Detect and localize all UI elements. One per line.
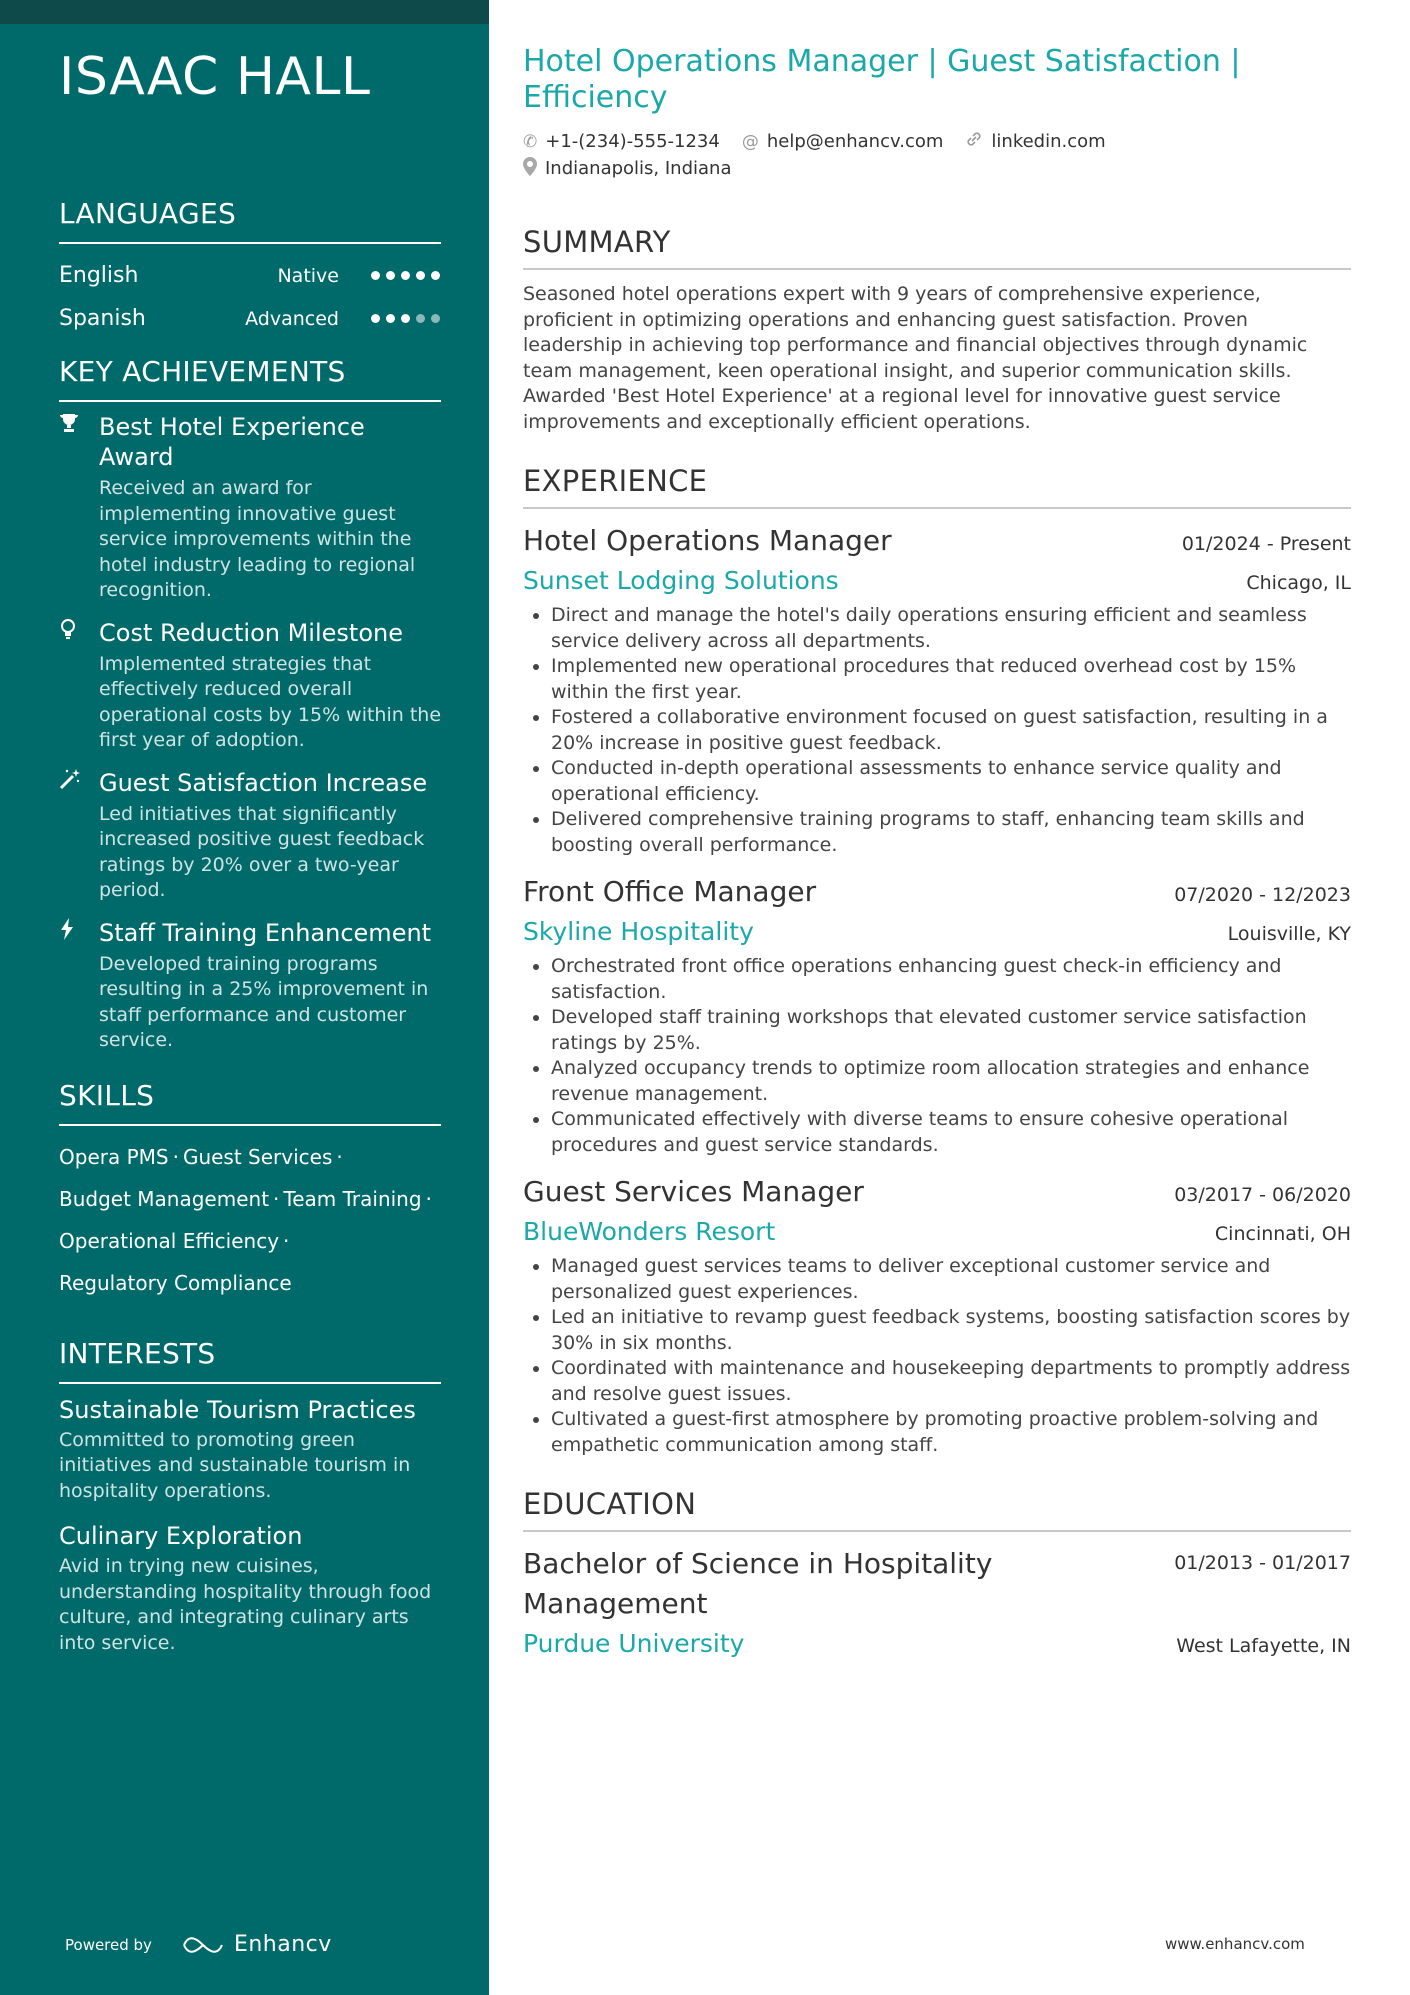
achievement-description: Developed training programs resulting in a 25% improvement in staff performance and customer service.	[99, 952, 429, 1051]
experience-item	[523, 521, 1351, 858]
bullet-item: • Fostered a collaborative environment focused on guest satisfaction, resulting in a 20% increase in positive guest feedback.	[551, 705, 1351, 756]
bullet-item: • Analyzed occupancy trends to optimize room allocation strategies and enhance revenue management.	[551, 1056, 1351, 1107]
link-icon	[965, 130, 983, 153]
sidebar-top-bar	[0, 0, 489, 24]
skill-item: Opera PMS	[59, 1144, 169, 1169]
achievement-title: Guest Satisfaction Increase	[99, 768, 428, 797]
interest-item	[59, 1520, 441, 1656]
bullet-item: • Communicated effectively with diverse teams to ensure cohesive operational procedures and guest service standards.	[551, 1107, 1351, 1158]
bullet-item: • Direct and manage the hotel's daily operations ensuring efficient and seamless service delivery across all departments.	[551, 603, 1351, 654]
phone-number: +1-(234)-555-1234	[545, 131, 720, 152]
education-item	[523, 1544, 1351, 1662]
bullet-item: • Cultivated a guest-first atmosphere by promoting proactive problem-solving and empathetic communication among staff.	[551, 1407, 1351, 1458]
skill-item: Budget Management	[59, 1186, 270, 1211]
language-level: Advanced	[245, 307, 339, 330]
job-bullets	[523, 1254, 1351, 1458]
skill-item: Operational Efficiency	[59, 1228, 280, 1253]
language-name: Spanish	[59, 306, 146, 331]
job-dates: 01/2024 - Present	[1181, 533, 1351, 555]
powered-by	[65, 1932, 332, 1957]
interest-item	[59, 1394, 441, 1505]
achievement-description: Received an award for implementing innovative guest service improvements within the hotel industry leading to regional recognition.	[99, 477, 416, 601]
lightbulb-icon	[59, 618, 99, 754]
job-dates: 07/2020 - 12/2023	[1174, 884, 1351, 906]
skills-list: Opera PMS · Guest Services · Budget Management · Team Training · Operational Efficiency · Regulatory Compliance	[59, 1144, 432, 1295]
interests-heading: INTERESTS	[59, 1336, 441, 1384]
sidebar	[0, 0, 489, 1995]
experience-item	[523, 872, 1351, 1158]
bullet-item: • Coordinated with maintenance and housekeeping departments to promptly address and resolve guest issues.	[551, 1356, 1351, 1407]
experience-heading: EXPERIENCE	[523, 463, 1351, 509]
summary-heading: SUMMARY	[523, 224, 1351, 270]
language-rating	[371, 314, 441, 323]
bullet-item: • Implemented new operational procedures that reduced overhead cost by 15% within the first year.	[551, 654, 1351, 705]
company-name: BlueWonders Resort	[523, 1217, 776, 1246]
at-sign-icon: @	[741, 131, 759, 152]
lightning-bolt-icon	[59, 918, 99, 1054]
skill-item: Regulatory Compliance	[59, 1270, 292, 1295]
bullet-item: • Developed staff training workshops that elevated customer service satisfaction ratings by 25%.	[551, 1005, 1351, 1056]
language-name: English	[59, 263, 139, 288]
achievement-title: Best Hotel Experience Award	[99, 413, 365, 471]
degree-title: Bachelor of Science in Hospitality Management	[523, 1547, 993, 1620]
education-heading: EDUCATION	[523, 1486, 1351, 1532]
contact-info	[523, 128, 1351, 182]
achievements-list	[59, 412, 441, 1054]
skill-item: Guest Services	[182, 1144, 333, 1169]
map-pin-icon	[523, 157, 537, 181]
phone-contact[interactable]	[523, 131, 720, 152]
language-level: Native	[277, 264, 339, 287]
enhancv-logo[interactable]	[180, 1932, 332, 1957]
interest-description: Avid in trying new cuisines, understanding hospitality through food culture, and integrating culinary arts into service.	[59, 1555, 432, 1654]
language-item	[59, 297, 441, 340]
company-name: Sunset Lodging Solutions	[523, 566, 839, 595]
languages-heading: LANGUAGES	[59, 196, 441, 244]
footer-url[interactable]: www.enhancv.com	[1165, 1935, 1305, 1953]
skills-heading: SKILLS	[59, 1078, 441, 1126]
experience-item	[523, 1172, 1351, 1458]
achievement-item	[59, 412, 441, 604]
headline: Hotel Operations Manager | Guest Satisfaction | Efficiency	[523, 44, 1241, 115]
trophy-icon	[59, 412, 99, 604]
enhancv-brand-name: Enhancv	[233, 1932, 332, 1957]
company-name: Skyline Hospitality	[523, 917, 754, 946]
language-rating	[371, 271, 441, 280]
email-address: help@enhancv.com	[766, 131, 944, 152]
skill-item: Team Training	[283, 1186, 422, 1211]
interest-title: Sustainable Tourism Practices	[59, 1395, 416, 1424]
achievement-item	[59, 618, 441, 754]
bullet-item: • Delivered comprehensive training programs to staff, enhancing team skills and boosting overall performance.	[551, 807, 1351, 858]
linkedin-contact[interactable]	[965, 130, 1105, 153]
job-location: Cincinnati, OH	[1214, 1223, 1351, 1245]
job-title: Hotel Operations Manager	[523, 524, 892, 557]
job-dates: 03/2017 - 06/2020	[1174, 1184, 1351, 1206]
bullet-item: • Led an initiative to revamp guest feedback systems, boosting satisfaction scores by 30% in six months.	[551, 1305, 1351, 1356]
language-item	[59, 254, 441, 297]
linkedin-url: linkedin.com	[991, 131, 1106, 152]
email-contact[interactable]	[742, 131, 944, 152]
job-bullets	[523, 954, 1351, 1158]
achievement-title: Cost Reduction Milestone	[99, 618, 403, 647]
bullet-item: • Conducted in-depth operational assessments to enhance service quality and operational efficiency.	[551, 756, 1351, 807]
location-text: Indianapolis, Indiana	[545, 158, 732, 179]
education-dates: 01/2013 - 01/2017	[1174, 1552, 1351, 1574]
phone-icon: ✆	[523, 131, 538, 152]
main-content	[523, 44, 1351, 1662]
school-name: Purdue University	[523, 1629, 745, 1658]
candidate-name: ISAAC HALL	[59, 47, 371, 107]
bullet-item: • Managed guest services teams to deliver exceptional customer service and personalized guest experiences.	[551, 1254, 1351, 1305]
achievement-title: Staff Training Enhancement	[99, 918, 432, 947]
bullet-item: • Orchestrated front office operations enhancing guest check-in efficiency and satisfaction.	[551, 954, 1351, 1005]
achievement-description: Implemented strategies that effectively reduced overall operational costs by 15% within the first year of adoption.	[99, 652, 442, 751]
achievement-item	[59, 918, 441, 1054]
job-location: Chicago, IL	[1246, 572, 1351, 594]
school-location: West Lafayette, IN	[1176, 1635, 1351, 1657]
job-bullets	[523, 603, 1351, 858]
job-title: Guest Services Manager	[523, 1175, 864, 1208]
powered-by-label: Powered by	[65, 1935, 152, 1954]
interest-description: Committed to promoting green initiatives and sustainable tourism in hospitality operations.	[59, 1428, 411, 1502]
interests-list	[59, 1394, 441, 1657]
job-title: Front Office Manager	[523, 875, 817, 908]
job-location: Louisville, KY	[1227, 923, 1351, 945]
summary-text: Seasoned hotel operations expert with 9 years of comprehensive experience, proficient in optimizing operations and enhancing guest satisfaction. Proven leadership in achieving top performance and financial objectives through dynamic team management, keen operational insight, and superior communication skills. Awarded 'Best Hotel Experience' at a regional level for innovative guest service improvements and exceptionally efficient operations.	[523, 283, 1308, 433]
location-contact	[523, 157, 732, 181]
interest-title: Culinary Exploration	[59, 1522, 303, 1550]
achievement-item	[59, 768, 441, 904]
achievement-description: Led initiatives that significantly increased positive guest feedback ratings by 20% over a two-year period.	[99, 802, 425, 901]
magic-wand-icon	[59, 768, 99, 904]
languages-list	[59, 254, 441, 340]
achievements-heading: KEY ACHIEVEMENTS	[59, 354, 441, 402]
